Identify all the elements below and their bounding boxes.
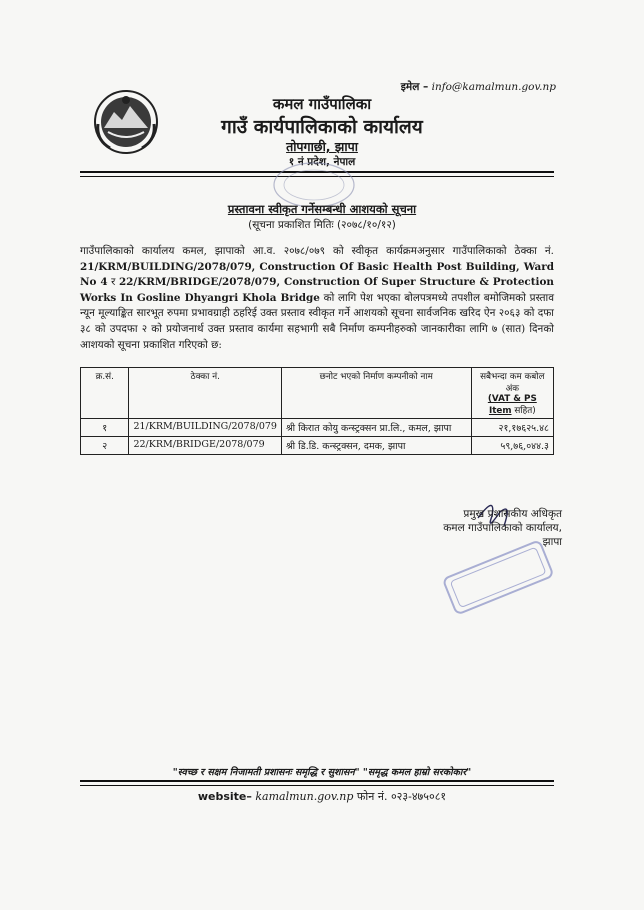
notice-subject: प्रस्तावना स्वीकृत गर्नेसम्बन्धी आशयको सूचना	[227, 202, 417, 216]
table-row	[81, 437, 554, 455]
col-header-contract: ठेक्का नं.	[129, 368, 282, 419]
contract-ref-2: 22/KRM/BRIDGE/2078/079, Construction Of Super Structure & Protection Works In Gosline Dhyangri Khola Bridge	[80, 276, 554, 304]
signatory-title: प्रमुख प्रशासकीय अधिकृत	[463, 508, 562, 520]
email-address[interactable]: info@kamalmun.gov.np	[431, 81, 556, 93]
col-header-amount	[471, 368, 553, 419]
amount-header-vat: (VAT & PS Item	[487, 394, 537, 416]
table-header-row	[81, 368, 554, 419]
signatory-office: कमल गाउँपालिकाको कार्यालय,	[443, 522, 562, 534]
office-location: तोपगाछी, झापा	[286, 139, 358, 154]
publish-date: (सूचना प्रकाशित मितिः (२०७८/१०/१२)	[248, 219, 396, 231]
footer-divider-thin	[80, 785, 554, 786]
table-row	[81, 419, 554, 437]
email-label: इमेल –	[400, 81, 429, 93]
cell-company: श्री किरात कोयु कन्स्ट्रक्सन प्रा.लि., कमल, झापा	[281, 419, 471, 437]
cell-contract: 21/KRM/BUILDING/2078/079	[129, 419, 282, 437]
province-line: १ नं प्रदेश, नेपाल	[288, 156, 356, 168]
cell-sn: २	[81, 437, 129, 455]
website-label: website–	[197, 790, 252, 803]
award-table	[80, 367, 554, 455]
email-line	[401, 80, 556, 94]
body-text-2: र	[107, 276, 119, 289]
cell-amount: २१,१७६२५.४८	[471, 419, 553, 437]
body-text-1: गाउँपालिकाको कार्यालय कमल, झापाको आ.व. २०७८/०७९ को स्वीकृत कार्यक्रमअनुसार गाउँपालिकाको ठेक्का नं.	[80, 245, 554, 257]
amount-header-tail: सहित)	[511, 406, 536, 416]
office-name: गाउँ कार्यपालिकाको कार्यालय	[221, 116, 423, 138]
footer-divider-thick	[80, 780, 554, 782]
footer-contact	[0, 789, 644, 804]
cell-company: श्री डि.डि. कन्स्ट्रक्सन, दमक, झापा	[281, 437, 471, 455]
body-text-3: को लागि पेश भएका बोलपत्रमध्ये तपशील बमोजिमको प्रस्ताव न्यून मूल्याङ्कित सारभूत रुपमा प्रभावग्राही ठहरिई उक्त प्रस्ताव स्वीकृत गर्ने आशयको सूचना सार्वजनिक खरिद ऐन २०६३ को दफा ३८ को उपदफा २ को प्रयोजनार्थ उक्त प्रस्ताव कार्यमा सहभागी सबै निर्माण कम्पनीहरुको जानकारीका लागि ७ (सात) दिनको आशयको सूचना प्रकाशित गरिएको छ:	[80, 291, 555, 351]
contract-ref-1: 21/KRM/BUILDING/2078/079, Construction Of Basic Health Post Building, Ward No 4	[80, 260, 554, 289]
col-header-company: छनोट भएको निर्माण कम्पनीको नाम	[281, 368, 471, 419]
amount-header-top: सबैभन्दा कम कबोल अंक	[480, 372, 545, 394]
signatory-place: झापा	[542, 536, 562, 548]
cell-sn: १	[81, 419, 129, 437]
cell-contract: 22/KRM/BRIDGE/2078/079	[129, 437, 282, 455]
col-header-sn: क्र.सं.	[81, 368, 129, 419]
footer-slogan: "स्वच्छ र सक्षम निजामती प्रशासनः समृद्धि र सुशासन" "समृद्ध कमल हाम्रो सरकोकार"	[172, 767, 472, 778]
municipality-name: कमल गाउँपालिका	[272, 95, 372, 113]
phone-number: फोन नं. ०२३-४७५०८१	[353, 790, 447, 803]
website-url[interactable]: kamalmun.gov.np	[255, 790, 354, 803]
cell-amount: ५९,७६,०४४.३	[471, 437, 553, 455]
notice-body	[80, 244, 554, 353]
